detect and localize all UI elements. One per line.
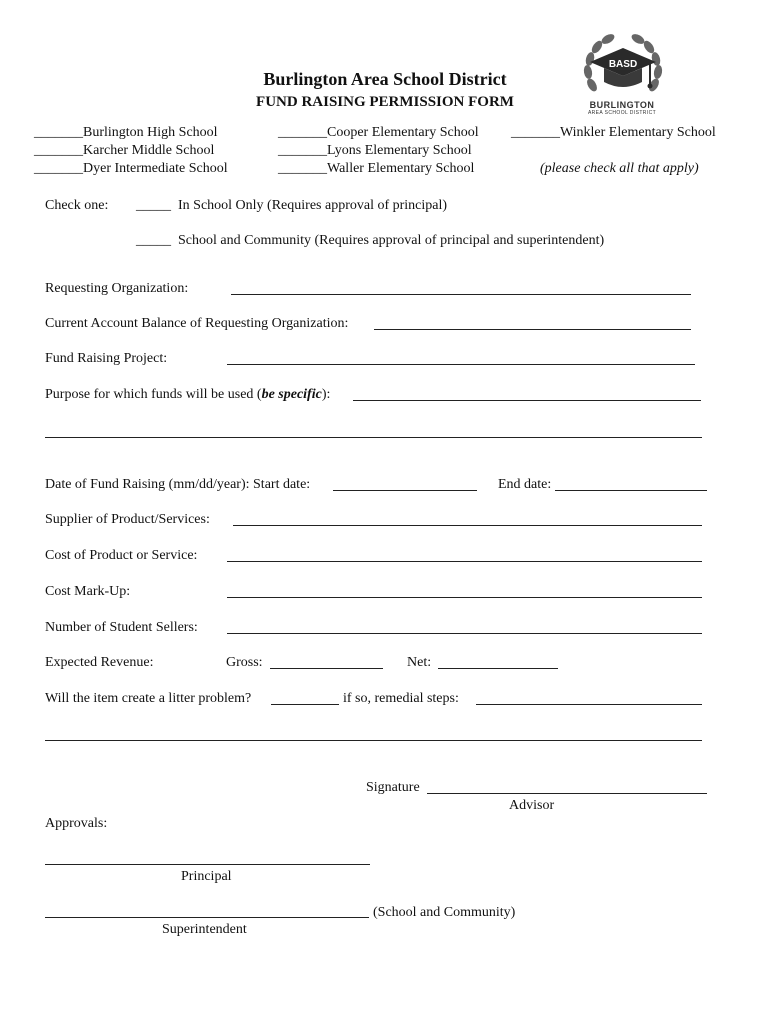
purpose-field-line-2[interactable] bbox=[45, 437, 702, 438]
purpose-label bbox=[45, 386, 330, 404]
purpose-label-post: ): bbox=[321, 387, 331, 402]
remedial-field-line-2[interactable] bbox=[45, 740, 702, 741]
cost-label: Cost of Product or Service: bbox=[45, 548, 198, 563]
project-field[interactable] bbox=[227, 364, 695, 365]
principal-signature-field[interactable] bbox=[45, 864, 370, 865]
revenue-label: Expected Revenue: bbox=[45, 655, 154, 670]
end-date-label: End date: bbox=[498, 477, 552, 492]
supplier-field[interactable] bbox=[233, 525, 702, 526]
school-blank: _______ bbox=[34, 161, 83, 176]
signature-label: Signature bbox=[366, 780, 420, 795]
option-blank: _____ bbox=[136, 198, 171, 213]
account-balance-field[interactable] bbox=[374, 329, 691, 330]
logo-name: BURLINGTON bbox=[589, 100, 655, 110]
principal-caption: Principal bbox=[181, 869, 232, 884]
school-checkbox-lyons-elementary[interactable] bbox=[278, 142, 472, 160]
superintendent-caption: Superintendent bbox=[162, 922, 247, 937]
logo-subtext: AREA SCHOOL DISTRICT bbox=[587, 110, 657, 116]
school-checkbox-cooper-elementary[interactable] bbox=[278, 124, 479, 142]
check-all-note-text: please check all that apply bbox=[544, 161, 694, 176]
supplier-label: Supplier of Product/Services: bbox=[45, 512, 210, 527]
check-one-label: Check one: bbox=[45, 198, 109, 213]
school-label: Winkler Elementary School bbox=[560, 125, 716, 140]
account-balance-label: Current Account Balance of Requesting Organization: bbox=[45, 316, 349, 331]
school-blank: _______ bbox=[34, 143, 83, 158]
sellers-field[interactable] bbox=[227, 633, 702, 634]
option-blank: _____ bbox=[136, 233, 171, 248]
project-label: Fund Raising Project: bbox=[45, 351, 168, 366]
option-in-school-only[interactable] bbox=[136, 197, 447, 215]
advisor-caption: Advisor bbox=[509, 798, 555, 813]
approvals-label: Approvals: bbox=[45, 816, 108, 831]
school-blank: _______ bbox=[278, 161, 327, 176]
school-label: Karcher Middle School bbox=[83, 143, 215, 158]
school-checkbox-dyer-intermediate[interactable] bbox=[34, 160, 228, 178]
school-label: Dyer Intermediate School bbox=[83, 161, 228, 176]
school-checkbox-waller-elementary[interactable] bbox=[278, 160, 474, 178]
purpose-field[interactable] bbox=[353, 400, 701, 401]
option-label: In School Only (Requires approval of principal) bbox=[178, 198, 448, 213]
start-date-label: Date of Fund Raising (mm/dd/year): Start date: bbox=[45, 477, 311, 492]
school-label: Burlington High School bbox=[83, 125, 218, 140]
remedial-label: if so, remedial steps: bbox=[343, 691, 459, 706]
markup-label: Cost Mark-Up: bbox=[45, 584, 131, 599]
gross-label: Gross: bbox=[226, 655, 263, 670]
logo-badge: BASD bbox=[608, 59, 638, 70]
school-blank: _______ bbox=[511, 125, 560, 140]
purpose-label-pre: Purpose for which funds will be used ( bbox=[45, 387, 262, 402]
net-field[interactable] bbox=[438, 668, 558, 669]
school-checkbox-karcher-middle[interactable] bbox=[34, 142, 214, 160]
school-blank: _______ bbox=[34, 125, 83, 140]
sellers-label: Number of Student Sellers: bbox=[45, 620, 198, 635]
signature-field[interactable] bbox=[427, 793, 707, 794]
remedial-field[interactable] bbox=[476, 704, 702, 705]
form-title: FUND RAISING PERMISSION FORM bbox=[256, 94, 514, 110]
start-date-field[interactable] bbox=[333, 490, 477, 491]
school-blank: _______ bbox=[278, 143, 327, 158]
school-label: Lyons Elementary School bbox=[327, 143, 472, 158]
end-date-field[interactable] bbox=[555, 490, 707, 491]
school-label: Cooper Elementary School bbox=[327, 125, 479, 140]
purpose-label-emphasis: be specific bbox=[261, 387, 322, 402]
gross-field[interactable] bbox=[270, 668, 383, 669]
markup-field[interactable] bbox=[227, 597, 702, 598]
requesting-org-field[interactable] bbox=[231, 294, 691, 295]
check-all-note: (please check all that apply) bbox=[540, 161, 699, 176]
school-checkbox-burlington-high[interactable] bbox=[34, 124, 218, 142]
requesting-org-label: Requesting Organization: bbox=[45, 281, 189, 296]
school-label: Waller Elementary School bbox=[327, 161, 475, 176]
net-label: Net: bbox=[407, 655, 432, 670]
school-checkbox-winkler-elementary[interactable] bbox=[511, 124, 716, 142]
cost-field[interactable] bbox=[227, 561, 702, 562]
litter-label: Will the item create a litter problem? bbox=[45, 691, 252, 706]
logo-wordmark bbox=[572, 100, 672, 117]
option-label: School and Community (Requires approval of principal and superintendent) bbox=[178, 233, 605, 248]
school-blank: _______ bbox=[278, 125, 327, 140]
litter-field[interactable] bbox=[271, 704, 339, 705]
district-title: Burlington Area School District bbox=[263, 69, 507, 89]
superintendent-signature-field[interactable] bbox=[45, 917, 369, 918]
school-community-note: (School and Community) bbox=[373, 905, 516, 920]
option-school-and-community[interactable] bbox=[136, 232, 604, 250]
